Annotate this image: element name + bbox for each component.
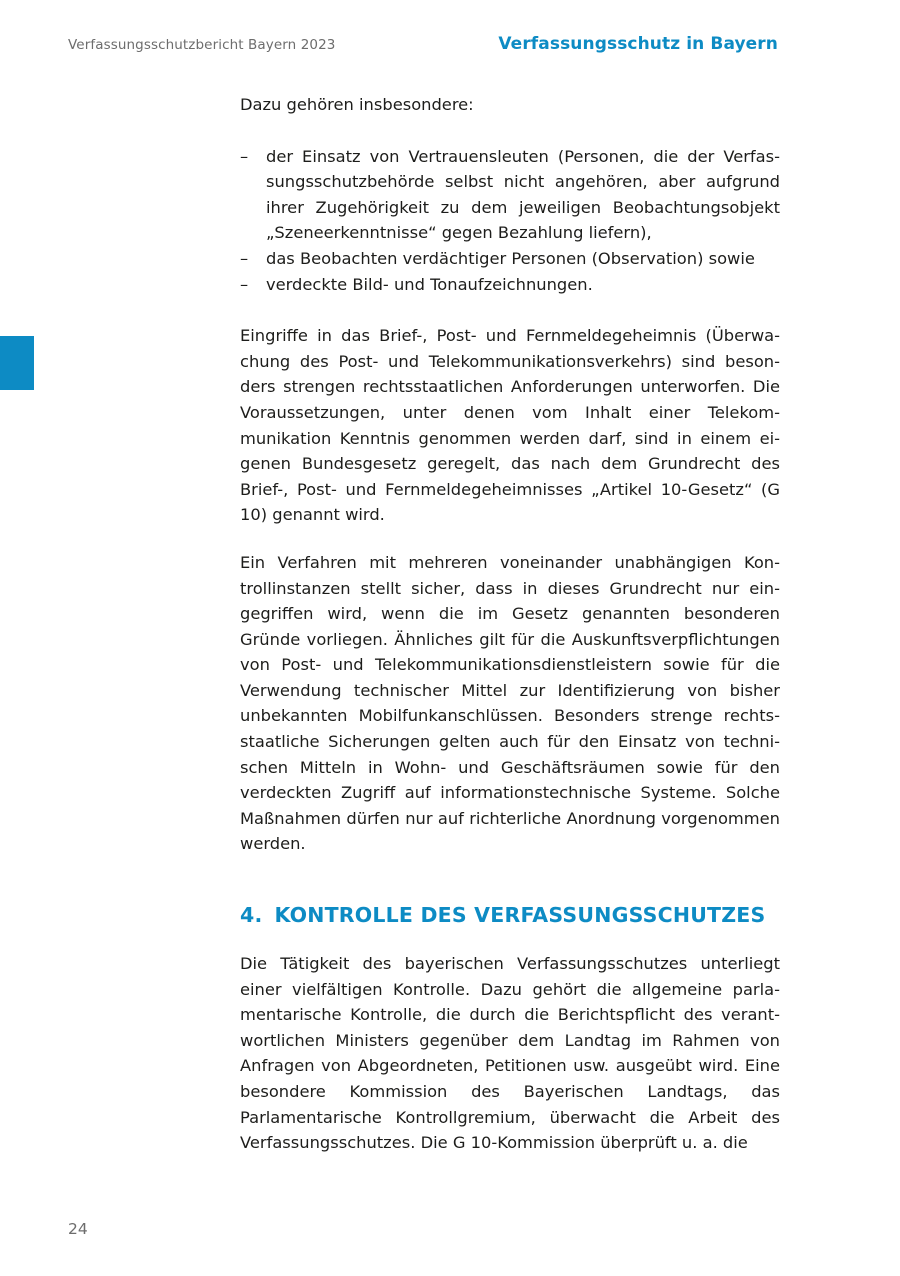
list-item-label: verdeckte Bild- und Tonaufzeichnungen.: [266, 274, 593, 294]
section-title: KONTROLLE DES VERFASSUNGSSCHUTZES: [274, 903, 766, 928]
paragraph-parliamentary-control: Die Tätigkeit des bayerischen Verfassungsschutzes unterliegt einer vielfältigen Kontrolle. Dazu gehört die allgemeine parlamentarische Kontrolle, die durch die Berichtspflicht des verantwortlichen Ministers gegenüber dem Landtag im Rahmen von Anfragen von Abgeordneten, Petitionen usw. ausgeübt wird. Eine besondere Kommission des Bayerischen Landtags, das Parlamentarische Kontrollgremium, überwacht die Arbeit des Verfassungsschutzes. Die G 10-Kommission überprüft u. a. die: [240, 954, 780, 1153]
lead-in-paragraph: Dazu gehören insbesondere:: [240, 95, 474, 114]
running-head-chapter-title: Verfassungsschutz in Bayern: [498, 34, 778, 54]
list-item: [240, 246, 780, 272]
list-item-label: der Einsatz von Vertrauensleuten (Personen, die der Verfassungsschutzbehörde selbst nicht angehören, aber aufgrund ihrer Zugehörigkeit zu dem jeweiligen Beobachtungsobjekt „Szeneerkenntnisse“ gegen Bezahlung liefern),: [266, 146, 780, 243]
dash-bullet-icon: –: [240, 146, 249, 166]
dash-bullet-icon: –: [240, 248, 249, 268]
paragraph-telecommunications-secrecy: Eingriffe in das Brief-, Post- und Fernmeldegeheimnis (Überwachung des Post- und Telekommunikationsverkehrs) sind besonders strengen rechtsstaatlichen Anforderungen unterworfen. Die Voraussetzungen, unter denen vom Inhalt einer Telekommunikation Kenntnis genommen werden darf, sind in einem eigenen Bundesgesetz geregelt, das nach dem Grundrecht des Brief-, Post- und Fernmeldegeheimnisses „Artikel 10-Gesetz“ (G 10) genannt wird.: [240, 326, 780, 525]
list-item-label: das Beobachten verdächtiger Personen (Observation) sowie: [266, 248, 755, 268]
text-column: [240, 92, 780, 1178]
page-number: 24: [68, 1220, 88, 1238]
chapter-edge-marker: [0, 336, 34, 390]
list-item: [240, 144, 780, 246]
list-item: [240, 272, 780, 298]
measures-list: [240, 144, 780, 298]
section-number: 4.: [240, 903, 263, 928]
dash-bullet-icon: –: [240, 274, 249, 294]
paragraph-oversight-procedure: Ein Verfahren mit mehreren voneinander unabhängigen Kontrollinstanzen stellt sicher, dass in dieses Grundrecht nur eingegriffen wird, wenn die im Gesetz genannten besonderen Gründe vorliegen. Ähnliches gilt für die Auskunftsverpflichtungen von Post- und Telekommunikationsdienstleistern sowie für die Verwendung technischer Mittel zur Identifizierung von bisher unbekannten Mobilfunkanschlüssen. Besonders strenge rechtsstaatliche Sicherungen gelten auch für den Einsatz von technischen Mitteln in Wohn- und Geschäftsräumen sowie für den verdeckten Zugriff auf informationstechnische Systeme. Solche Maßnahmen dürfen nur auf richterliche Anordnung vorgenommen werden.: [240, 552, 780, 854]
running-head: [68, 34, 778, 54]
section-heading: [240, 903, 780, 927]
running-head-report-title: Verfassungsschutzbericht Bayern 2023: [68, 37, 336, 53]
